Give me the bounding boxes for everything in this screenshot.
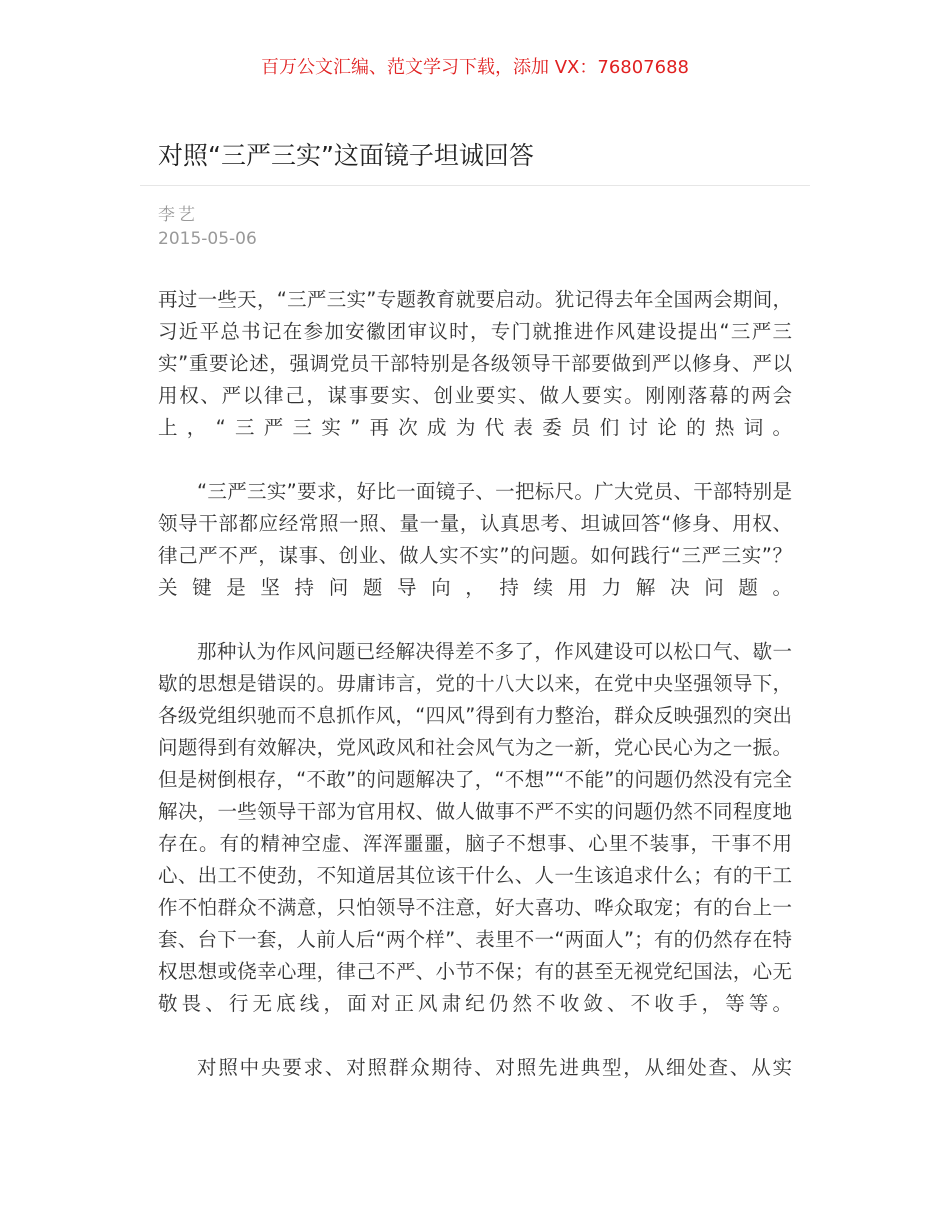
article-paragraph: 那种认为作风问题已经解决得差不多了，作风建设可以松口气、歇一歇的思想是错误的。毋庸讳言，党的十八大以来，在党中央坚强领导下，各级党组织驰而不息抓作风，“四风”得到有力整治，群众反映强烈的突出问题得到有效解决，党风政风和社会风气为之一新，党心民心为之一振。但是树倒根存，“不敢”的问题解决了，“不想”“不能”的问题仍然没有完全解决，一些领导干部为官用权、做人做事不严不实的问题仍然不同程度地存在。有的精神空虚、浑浑噩噩，脑子不想事、心里不装事，干事不用心、出工不使劲，不知道居其位该干什么、人一生该追求什么；有的干工作不怕群众不满意，只怕领导不注意，好大喜功、哗众取宠；有的台上一套、台下一套，人前人后“两个样”、表里不一“两面人”；有的仍然存在特权思想或侥幸心理，律己不严、小节不保；有的甚至无视党纪国法，心无敬畏、行无底线，面对正风肃纪仍然不收敛、不收手，等等。 (158, 640, 792, 1015)
title-divider (140, 185, 810, 186)
article-paragraph: “三严三实”要求，好比一面镜子、一把标尺。广大党员、干部特别是领导干部都应经常照一照、量一量，认真思考、坦诚回答“修身、用权、律己严不严，谋事、创业、做人实不实”的问题。如何践行“三严三实”？关键是坚持问题导向，持续用力解决问题。 (158, 480, 792, 599)
article-author: 李艺 (158, 205, 198, 225)
article-body (158, 284, 792, 1116)
article-title: 对照“三严三实”这面镜子坦诚回答 (158, 141, 534, 170)
article-paragraph: 对照中央要求、对照群众期待、对照先进典型，从细处查、从实 (197, 1056, 792, 1079)
promo-banner: 百万公文汇编、范文学习下载，添加 VX：76807688 (261, 57, 689, 78)
article-date: 2015-05-06 (158, 229, 257, 249)
article-paragraph: 再过一些天，“三严三实”专题教育就要启动。犹记得去年全国两会期间，习近平总书记在参加安徽团审议时，专门就推进作风建设提出“三严三实”重要论述，强调党员干部特别是各级领导干部要做到严以修身、严以用权、严以律己，谋事要实、创业要实、做人要实。刚刚落幕的两会上，“三严三实”再次成为代表委员们讨论的热词。 (158, 288, 792, 439)
